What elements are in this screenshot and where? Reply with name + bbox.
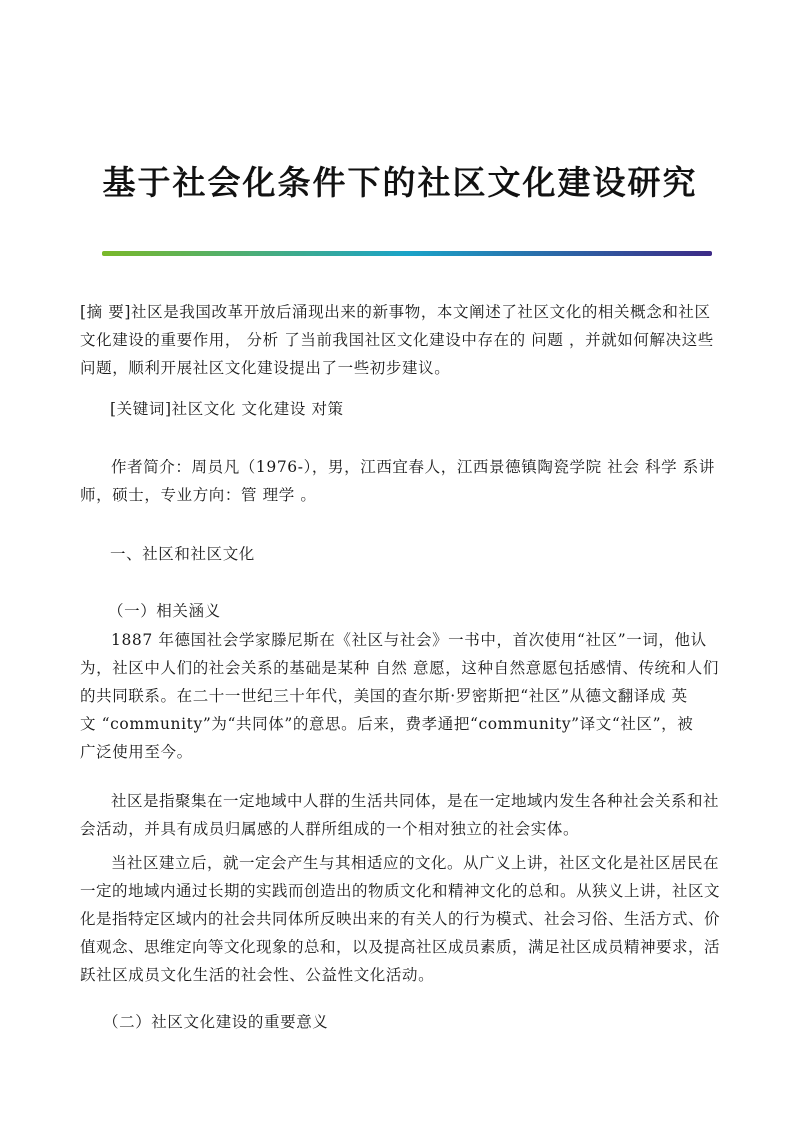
abstract-line-3: 问题，顺利开展社区文化建设提出了一些初步建议。 bbox=[80, 359, 451, 377]
section-heading-1-text: 一、社区和社区文化 bbox=[110, 545, 255, 563]
keywords bbox=[110, 395, 750, 423]
author-line-2: 师，硕士，专业方向：管 理学 。 bbox=[80, 486, 317, 504]
paragraph-1 bbox=[80, 626, 720, 766]
keywords-text: [关键词]社区文化 文化建设 对策 bbox=[110, 400, 344, 418]
document-title: 基于社会化条件下的社区文化建设研究 bbox=[102, 163, 698, 202]
abstract-line-1: [摘 要]社区是我国改革开放后涌现出来的新事物，本文阐述了社区文化的相关概念和社区 bbox=[80, 303, 711, 321]
para1-line-1: 1887 年德国社会学家滕尼斯在《社区与社会》一书中，首次使用“社区”一词，他认 bbox=[111, 631, 707, 649]
paragraph-2 bbox=[80, 787, 720, 843]
paragraph-3 bbox=[80, 849, 720, 989]
subsection-heading-2 bbox=[103, 1008, 743, 1036]
subsection-heading-1-text: （一）相关涵义 bbox=[108, 602, 221, 620]
para2-line-2: 会活动，并具有成员归属感的人群所组成的一个相对独立的社会实体。 bbox=[80, 820, 580, 838]
para1-line-3: 的共同联系。在二十一世纪三十年代，美国的查尔斯·罗密斯把“社区”从德文翻译成 英 bbox=[80, 687, 688, 705]
para3-line-1: 当社区建立后，就一定会产生与其相适应的文化。从广义上讲，社区文化是社区居民在 bbox=[111, 854, 720, 872]
abstract bbox=[80, 298, 720, 382]
para3-line-4: 值观念、思维定向等文化现象的总和，以及提高社区成员素质，满足社区成员精神要求，活 bbox=[80, 938, 721, 956]
para1-line-2: 为，社区中人们的社会关系的基础是某种 自然 意愿，这种自然意愿包括感情、传统和人们 bbox=[80, 659, 719, 677]
para2-line-1: 社区是指聚集在一定地域中人群的生活共同体，是在一定地域内发生各种社会关系和社 bbox=[111, 792, 720, 810]
para1-line-4: 文 “community”为“共同体”的意思。后来，费孝通把“community”译文“社区”，被 bbox=[80, 715, 694, 733]
subsection-heading-2-text: （二）社区文化建设的重要意义 bbox=[103, 1013, 329, 1031]
title-divider bbox=[102, 251, 712, 256]
para1-line-5: 广泛使用至今。 bbox=[80, 743, 193, 761]
author-line-1: 作者简介：周员凡（1976-），男，江西宜春人，江西景德镇陶瓷学院 社会 科学 系讲 bbox=[111, 458, 715, 476]
para3-line-2: 一定的地域内通过长期的实践而创造出的物质文化和精神文化的总和。从狭义上讲，社区文 bbox=[80, 882, 721, 900]
section-heading-1 bbox=[110, 540, 750, 568]
subsection-heading-1 bbox=[108, 597, 748, 625]
para3-line-5: 跃社区成员文化生活的社会性、公益性文化活动。 bbox=[80, 966, 435, 984]
para3-line-3: 化是指特定区域内的社会共同体所反映出来的有关人的行为模式、社会习俗、生活方式、价 bbox=[80, 910, 721, 928]
author-bio bbox=[80, 453, 720, 509]
abstract-line-2: 文化建设的重要作用， 分析 了当前我国社区文化建设中存在的 问题 ，并就如何解决这些 bbox=[80, 331, 714, 349]
